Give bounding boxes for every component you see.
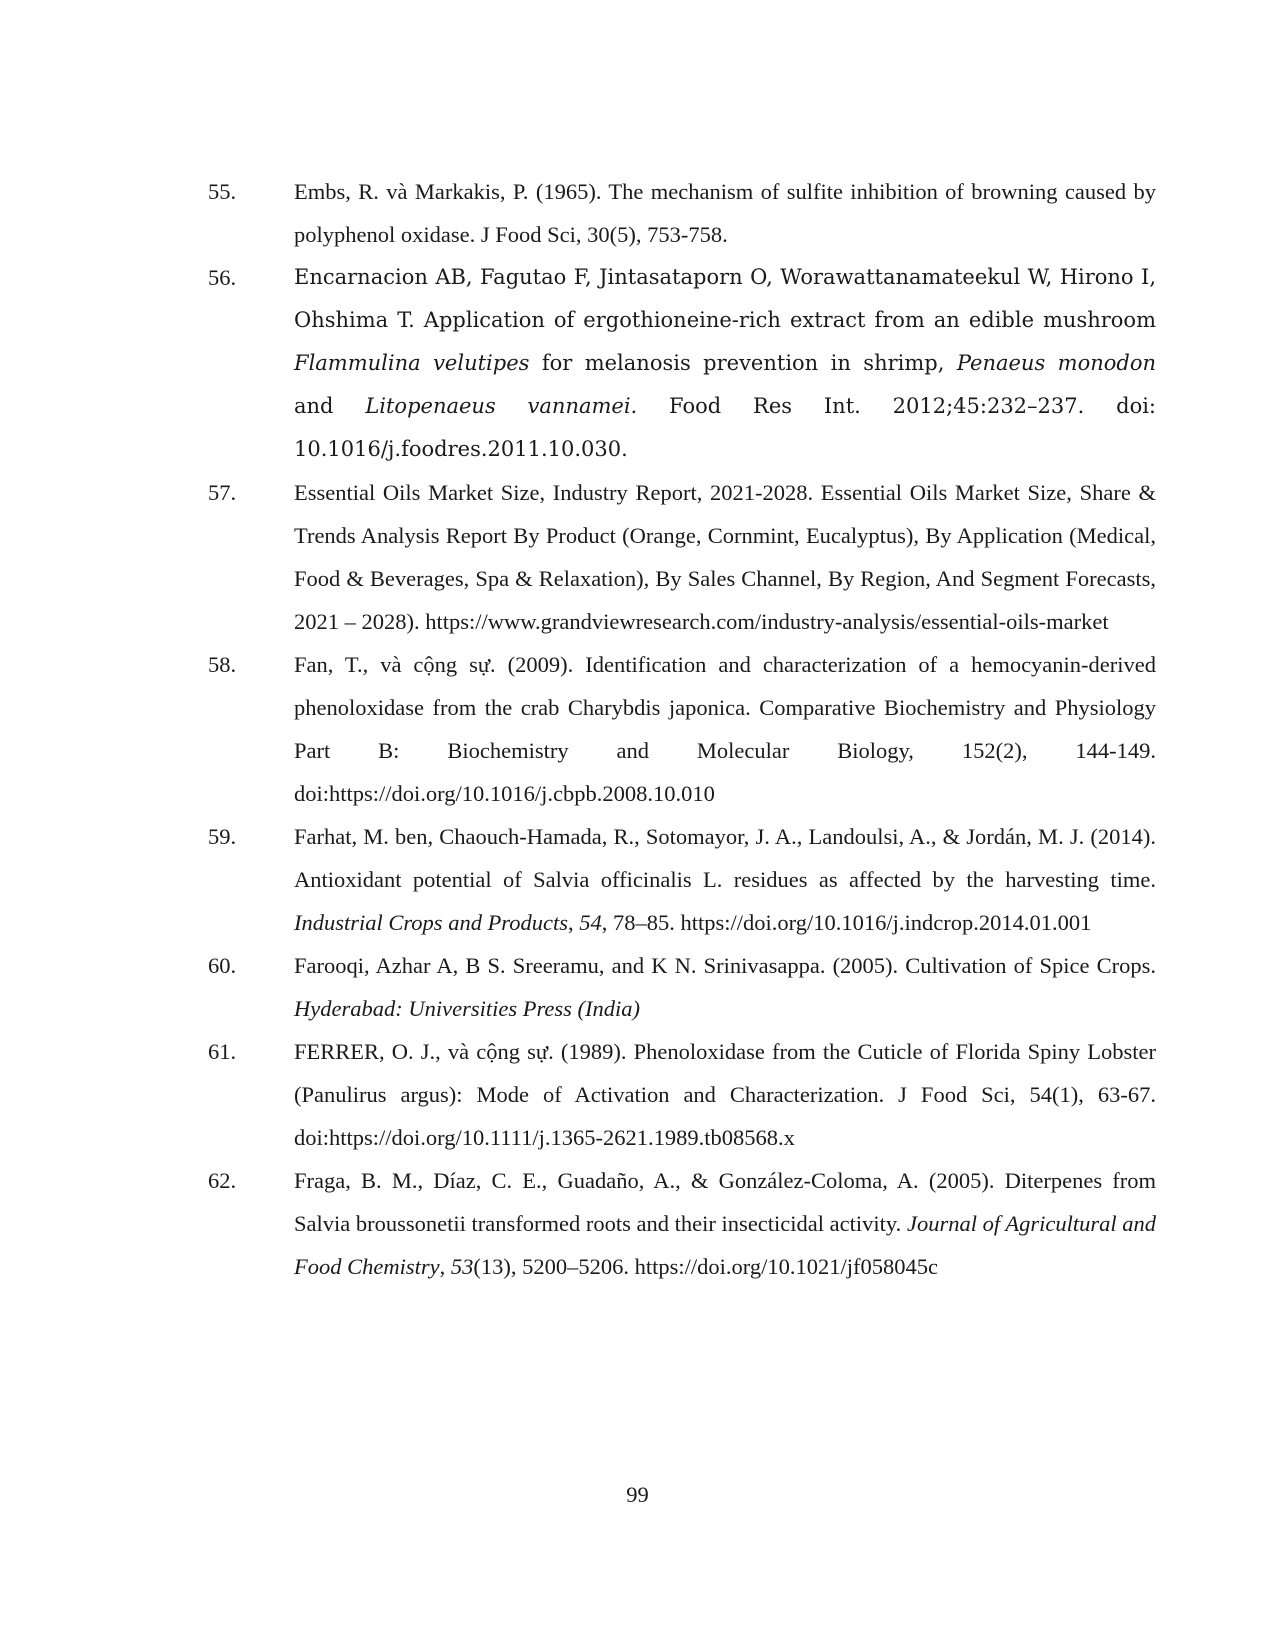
- reference-text-segment: , 78–85. https://doi.org/10.1016/j.indcrop.2014.01.001: [601, 910, 1092, 935]
- reference-text-segment: Fan, T., và cộng sự. (2009). Identification and characterization of a hemocyanin-derived phenoloxidase from the crab Charybdis japonica. Comparative Biochemistry and Physiology Part B: Biochemistry and Molecular Biology, 152(2), 144-149. doi:https://doi.org/10.1016/j.cbpb.2008.10.010: [294, 652, 1156, 806]
- volume-italic: 53: [450, 1254, 474, 1279]
- reference-item-56: [208, 256, 1156, 471]
- reference-number: 57.: [208, 480, 237, 505]
- reference-text-segment: Encarnacion AB, Fagutao F, Jintasataporn O, Worawattanamateekul W, Hirono I, Ohshima T. Application of ergothioneine-rich extract from an edible mushroom: [294, 265, 1156, 332]
- reference-number: 60.: [208, 953, 237, 978]
- reference-text-segment: Embs, R. và Markakis, P. (1965). The mechanism of sulfite inhibition of browning caused by polyphenol oxidase. J Food Sci, 30(5), 753-758.: [294, 179, 1156, 247]
- reference-text-segment: FERRER, O. J., và cộng sự. (1989). Phenoloxidase from the Cuticle of Florida Spiny Lobster (Panulirus argus): Mode of Activation and Characterization. J Food Sci, 54(1), 63-67. doi:https://doi.org/10.1111/j.1365-2621.1989.tb08568.x: [294, 1039, 1156, 1150]
- reference-number: 59.: [208, 824, 237, 849]
- species-name-italic: Litopenaeus vannamei.: [365, 394, 638, 418]
- reference-number: 58.: [208, 652, 237, 677]
- reference-text: [294, 944, 1156, 1030]
- reference-item-59: [208, 815, 1156, 944]
- reference-text-segment: Food Res Int. 2012;45:232–237. doi: 10.1016/j.foodres.2011.10.030.: [294, 394, 1157, 461]
- reference-text: [294, 471, 1156, 643]
- reference-text-segment: Farooqi, Azhar A, B S. Sreeramu, and K N. Srinivasappa. (2005). Cultivation of Spice Crops.: [294, 953, 1156, 978]
- reference-text-segment: and: [294, 394, 366, 418]
- journal-title-italic: Industrial Crops and Products: [294, 910, 568, 935]
- reference-text: [294, 170, 1156, 256]
- reference-list: [208, 170, 1156, 1288]
- page-number: 99: [626, 1482, 649, 1507]
- reference-text: [294, 256, 1156, 471]
- reference-number: 61.: [208, 1039, 237, 1064]
- reference-text-segment: Farhat, M. ben, Chaouch-Hamada, R., Sotomayor, J. A., Landoulsi, A., & Jordán, M. J. (2014). Antioxidant potential of Salvia officinalis L. residues as affected by the harvesting time.: [294, 824, 1156, 892]
- reference-number: 56.: [208, 265, 237, 290]
- reference-text-segment: Essential Oils Market Size, Industry Report, 2021-2028. Essential Oils Market Size, Share & Trends Analysis Report By Product (Orange, Cornmint, Eucalyptus), By Application (Medical, Food & Beverages, Spa & Relaxation), By Sales Channel, By Region, And Segment Forecasts, 2021 – 2028). https://www.grandviewresearch.com/industry-analysis/essential-oils-market: [294, 480, 1156, 634]
- reference-number: 55.: [208, 179, 237, 204]
- reference-item-55: [208, 170, 1156, 256]
- reference-text-segment: for melanosis prevention in shrimp,: [529, 351, 957, 375]
- volume-italic: 54: [579, 910, 602, 935]
- species-name-italic: Penaeus monodon: [956, 351, 1156, 375]
- reference-text: [294, 815, 1156, 944]
- reference-item-57: [208, 471, 1156, 643]
- journal-title-italic: Journal of Agricultural and Food Chemistry: [294, 1211, 1157, 1279]
- reference-text: [294, 1030, 1156, 1159]
- reference-text-segment: ,: [439, 1254, 451, 1279]
- reference-text: [294, 1159, 1156, 1288]
- reference-number: 62.: [208, 1168, 237, 1193]
- species-name-italic: Flammulina velutipes: [294, 351, 530, 375]
- reference-item-60: [208, 944, 1156, 1030]
- reference-text-segment: Fraga, B. M., Díaz, C. E., Guadaño, A., & González-Coloma, A. (2005). Diterpenes from Salvia broussonetii transformed roots and their insecticidal activity.: [294, 1168, 1156, 1236]
- publisher-italic: Hyderabad: Universities Press (India): [294, 996, 640, 1021]
- reference-text-segment: (13), 5200–5206. https://doi.org/10.1021/jf058045c: [473, 1254, 938, 1279]
- reference-text: [294, 643, 1156, 815]
- reference-item-61: [208, 1030, 1156, 1159]
- reference-text-segment: ,: [567, 910, 580, 935]
- reference-item-58: [208, 643, 1156, 815]
- reference-item-62: [208, 1159, 1156, 1288]
